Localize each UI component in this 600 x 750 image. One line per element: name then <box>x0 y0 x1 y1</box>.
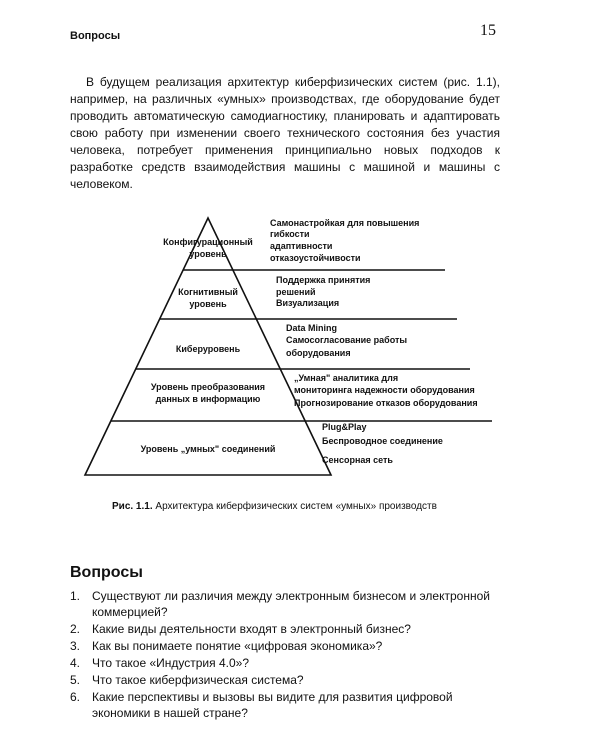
question-item <box>70 655 510 671</box>
question-text: Что такое киберфизическая система? <box>92 673 304 687</box>
pyramid-level-label: данных в информацию <box>155 394 261 404</box>
pyramid-feature-text: адаптивности <box>270 241 333 251</box>
running-header: Вопросы <box>70 30 121 42</box>
question-text: Как вы понимаете понятие «цифровая экономика»? <box>92 639 383 653</box>
question-item <box>70 672 510 688</box>
question-number: 4. <box>70 656 81 670</box>
pyramid-level-label: уровень <box>189 249 227 259</box>
pyramid-feature-text: Сенсорная сеть <box>322 455 393 465</box>
body-paragraph: В будущем реализация архитектур киберфизических систем (рис. 1.1), например, на различных «умных» производствах, где оборудование будет проводить автоматическую самодиагностику, планировать и адаптировать свою работу при изменении своего технического состояния без участия человека, потребует применения принципиально новых подходов к разработке средств взаимодействия машины с машиной и машины с человеком. <box>70 75 500 191</box>
pyramid-feature-text: Data Mining <box>286 323 337 333</box>
pyramid-level-label: Конфигурационный <box>163 237 253 247</box>
question-item <box>70 621 510 637</box>
pyramid-feature-text: гибкости <box>270 229 310 239</box>
question-item <box>70 588 510 620</box>
question-number: 3. <box>70 639 81 653</box>
question-item <box>70 638 510 654</box>
question-number: 6. <box>70 690 81 704</box>
question-text: Существуют ли различия между электронным бизнесом и электронной коммерцией? <box>92 589 490 619</box>
question-number: 1. <box>70 589 81 603</box>
question-item <box>70 689 510 721</box>
pyramid-feature-text: оборудования <box>286 348 351 358</box>
pyramid-feature-text: решений <box>276 287 316 297</box>
pyramid-feature-text: Визуализация <box>276 298 340 308</box>
pyramid-feature-text: Беспроводное соединение <box>322 436 443 446</box>
pyramid-feature-text: мониторинга надежности оборудования <box>294 385 475 395</box>
question-number: 5. <box>70 673 81 687</box>
pyramid-level-label: Уровень „умных" соединений <box>140 444 276 454</box>
figure-caption-label: Рис. 1.1. <box>112 501 153 512</box>
question-number: 2. <box>70 622 81 636</box>
question-text: Какие виды деятельности входят в электронный бизнес? <box>92 622 411 636</box>
pyramid-level-label: Уровень преобразования <box>150 382 266 392</box>
pyramid-feature-text: Прогнозирование отказов оборудования <box>294 398 478 408</box>
pyramid-level-label: уровень <box>189 299 227 309</box>
question-text: Что такое «Индустрия 4.0»? <box>92 656 249 670</box>
pyramid-feature-text: „Умная" аналитика для <box>294 373 399 383</box>
pyramid-feature-text: отказоустойчивости <box>270 253 361 263</box>
figure-caption-text: Архитектура киберфизических систем «умных» производств <box>155 501 437 512</box>
questions-heading: Вопросы <box>70 564 143 581</box>
pyramid-feature-text: Самосогласование работы <box>286 335 408 345</box>
pyramid-feature-text: Plug&Play <box>322 422 367 432</box>
pyramid-feature-text: Поддержка принятия <box>276 275 371 285</box>
questions-list <box>70 588 510 722</box>
question-text: Какие перспективы и вызовы вы видите для развития цифровой экономики в нашей стране? <box>92 690 453 720</box>
pyramid-level-label: Когнитивный <box>178 287 238 297</box>
figure-caption <box>112 501 532 512</box>
pyramid-feature-text: Самонастройкая для повышения <box>270 218 420 228</box>
page-number: 15 <box>480 22 496 39</box>
pyramid-level-label: Киберуровень <box>175 344 241 354</box>
